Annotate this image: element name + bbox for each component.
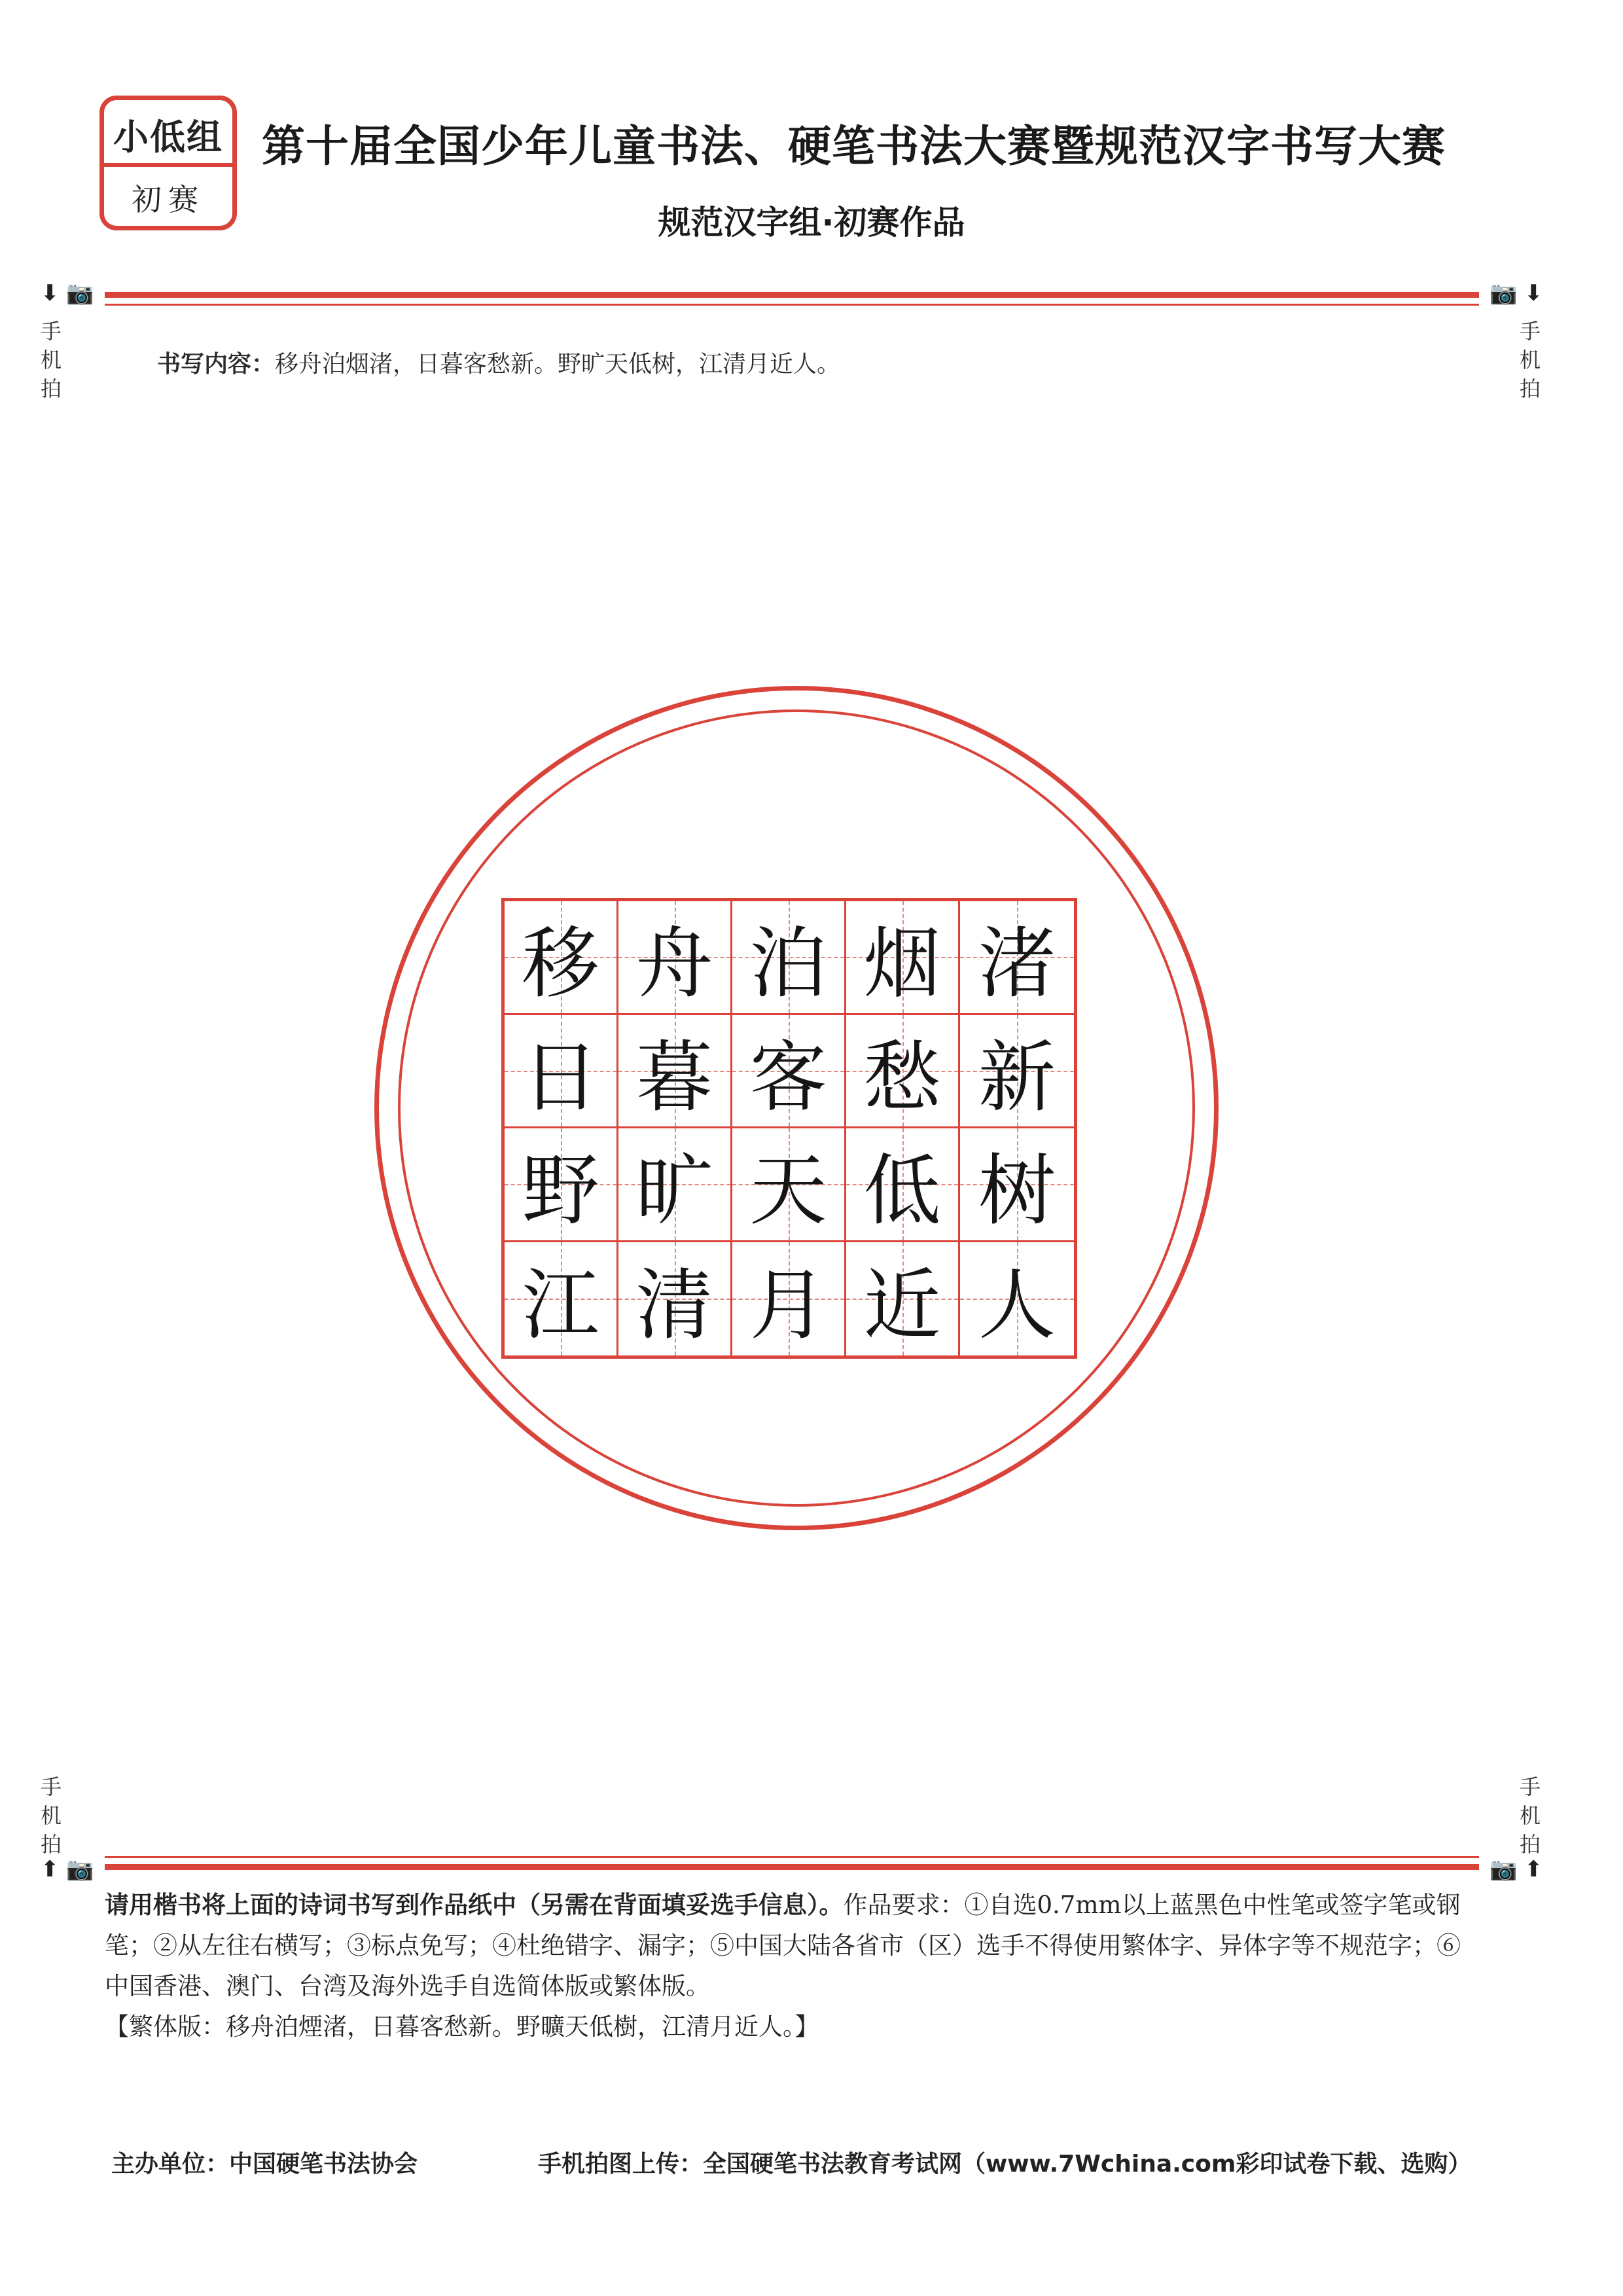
competition-title: 第十届全国少年儿童书法、硬笔书法大赛暨规范汉字书写大赛 (262, 121, 1446, 171)
instructions-requirements: 作品要求：①自选0.7mm以上蓝黑色中性笔或签字笔或钢笔；②从左往右横写；③标点免写；④杜绝错字、漏字；⑤中国大陆各省市（区）选手不得使用繁体字、异体字等不规范字；⑥中国香港、澳门、台湾及海外选手自选简体版或繁体版。 (105, 1891, 1461, 2000)
footer-organizer: 主办单位：中国硬笔书法协会 (111, 2151, 418, 2178)
camera-upload-icon: 📷 ⬆ (1489, 1856, 1543, 1882)
competition-subtitle: 规范汉字组·初赛作品 (658, 204, 965, 242)
badge-divider (104, 163, 232, 167)
writing-content-label: 书写内容： (157, 351, 276, 378)
upload-camera-icon: ⬆ 📷 (41, 1856, 94, 1882)
grid-cell: 暮 (618, 1015, 732, 1129)
photo-marker-label-bottom-right: 手 机 拍 (1519, 1774, 1541, 1857)
camera-download-icon: 📷 ⬇ (1489, 280, 1543, 306)
grid-cell: 愁 (846, 1015, 960, 1129)
grid-cell: 清 (618, 1242, 732, 1356)
grid-cell: 客 (732, 1015, 846, 1129)
badge-stage-label: 初赛 (132, 182, 205, 217)
grid-cell: 天 (732, 1128, 846, 1242)
photo-marker-label-bottom-left: 手 机 拍 (40, 1774, 62, 1857)
footer-upload-info: 手机拍图上传：全国硬笔书法教育考试网（www.7Wchina.com彩印试卷下载、选购） (538, 2151, 1472, 2178)
bottom-red-rule (105, 1856, 1479, 1870)
grid-cell: 近 (846, 1242, 960, 1356)
grid-cell: 旷 (618, 1128, 732, 1242)
grid-cell: 日 (505, 1015, 618, 1129)
grid-cell: 移 (505, 901, 618, 1015)
character-grid (501, 898, 1077, 1359)
grid-cell: 人 (960, 1242, 1074, 1356)
grid-cell: 江 (505, 1242, 618, 1356)
instructions (105, 1885, 1479, 2047)
grid-cell: 渚 (960, 901, 1074, 1015)
grid-cell: 新 (960, 1015, 1074, 1129)
writing-content-text: 移舟泊烟渚，日暮客愁新。野旷天低树，江清月近人。 (275, 351, 841, 378)
photo-marker-label-top-left: 手 机 拍 (40, 319, 62, 401)
instructions-traditional-version: 【繁体版：移舟泊煙渚，日暮客愁新。野曠天低樹，江清月近人。】 (105, 2013, 819, 2041)
photo-marker-label-top-right: 手 机 拍 (1519, 319, 1541, 401)
grid-cell: 月 (732, 1242, 846, 1356)
grid-cell: 树 (960, 1128, 1074, 1242)
writing-content (157, 346, 840, 379)
grid-cell: 野 (505, 1128, 618, 1242)
badge-group-label: 小低组 (113, 117, 223, 158)
instructions-heading: 请用楷书将上面的诗词书写到作品纸中（另需在背面填妥选手信息）。 (105, 1891, 844, 1919)
grid-cell: 泊 (732, 901, 846, 1015)
grid-cell: 低 (846, 1128, 960, 1242)
download-camera-icon: ⬇ 📷 (41, 280, 94, 306)
top-red-rule (105, 292, 1479, 306)
grid-cell: 舟 (618, 901, 732, 1015)
grid-cell: 烟 (846, 901, 960, 1015)
